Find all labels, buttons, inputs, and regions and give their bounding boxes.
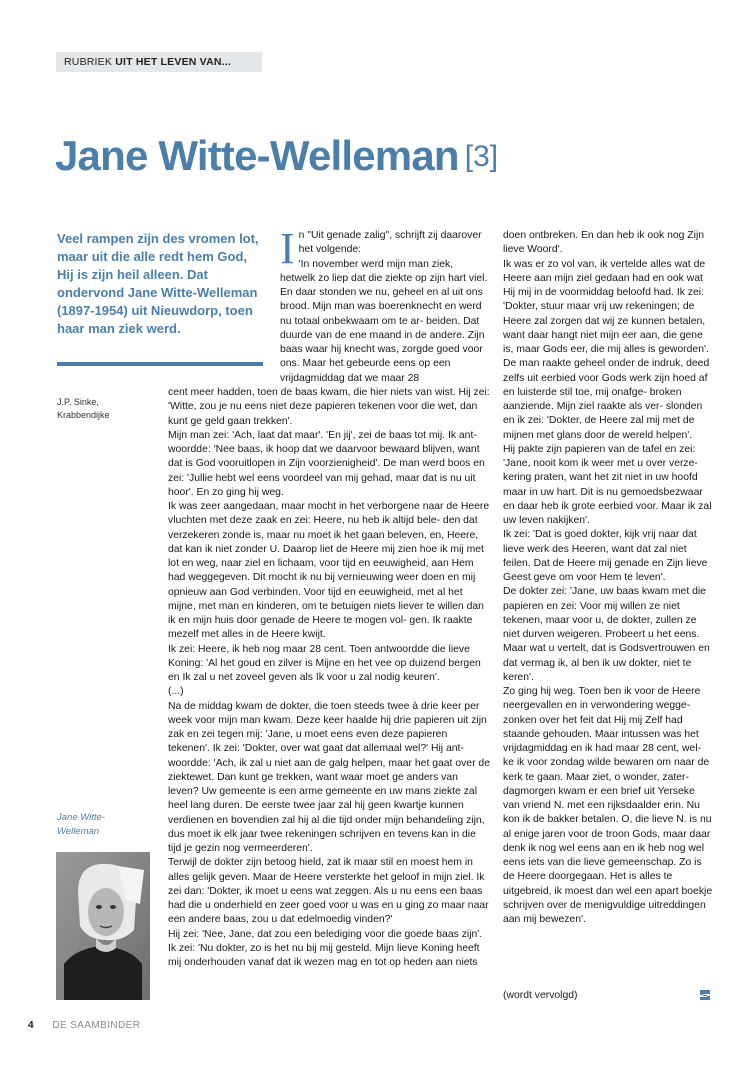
- rubriek-label: RUBRIEK UIT HET LEVEN VAN...: [56, 52, 262, 72]
- article-title: Jane Witte-Welleman [3]: [55, 132, 499, 179]
- portrait-photo: [56, 852, 150, 1000]
- intro-divider: [57, 362, 263, 366]
- text-column-2: cent meer hadden, toen de baas kwam, die hier niets van wist. Hij zei: 'Witte, zou je nu eens niet deze papieren tekenen voor die wet, dan kunt ge geld gaan trekken'. Mijn man zei: 'Ach, laat dat maar'. 'En jij', zei de baas tot mij. Ik ant- woordde: 'Nee baas, ik hoop dat we daarvoor bewaard blijven, want dat is God vooruitlopen in Zijn voorzienigheid'. De man werd boos en zei: 'Jullie hebt wel eens voordeel van mij gehad, maar dat is nu uit hoor'. En zo ging hij weg. Ik was zeer aangedaan, maar mocht in het verborgene naar de Heere vluchten met deze zaak en zei: Heere, nu heb ik altijd bele- den dat verzekeren zonde is, maar nu moet ik het gaan beleven, en, Heere, dat kan ik niet zonder U. Daarop liet de Heere mij zien hoe ik mij met lot en weg, naar ziel en lichaam, voor tijd en eeuwigheid, aan Hem had weggegeven. Dit mocht ik nu bij vernieuwing weer doen en mij opnieuw aan God verbinden. Voor tijd en eeuwigheid, met al het mijne, met man en kinderen, om te betuigen niets liever te willen dan ik en mijn huis door genade de Heere te mogen vol- gen. Ik raakte mezelf met alles in de Heere kwijt. Ik zei: Heere, ik heb nog maar 28 cent. Toen antwoordde die lieve Koning: 'Al het goud en zilver is Mijne en het vee op duizend bergen en Ik zal u net zoveel geven als Ik voor u zal nodig keuren'. (...) Na de middag kwam de dokter, die toen steeds twee à drie keer per week voor mijn man kwam. Deze keer haalde hij drie papieren uit zijn zak en zei tegen mij: 'Jane, u moet eens even deze papieren tekenen'. Ik zei: 'Dokter, over wat gaat dat allemaal wel?' Hij ant- woordde: 'Ach, ik zal u niet aan de galg helpen, maar het gaat over de ziektewet. Dan kunt ge trekken, want waar moet ge anders van leven? Uw gemeente is een arme gemeente en uw mans ziekte zal heel lang duren. De eerste twee jaar zal hij geen kwartje kunnen verdienen en bovendien zal hij al die tijd onder mijn behandeling zijn, dus moet ik elk jaar twee rekeningen schrijven en tevens kan in die tijd je gezin nog vermeerderen'. Terwijl de dokter zijn betoog hield, zat ik maar stil en moest hem in alles gelijk geven. Maar de Heere versterkte het geloof in mijn ziel. Ik zei dan: 'Dokter, ik moet u eens wat zeggen. Als u nu eens een baas had die u onderhield en zeer goed voor u was en u ging zo maar naar een andere baas, zou u dat edelmoedig vinden?' Hij zei: 'Nee, Jane, dat zou een belediging voor die goede baas zijn'. Ik zei: 'Nu dokter, zo is het nu bij mij gesteld. Mijn lieve Koning heeft mij onderhouden vanaf dat ik wezen mag en tot op heden aan niets: [168, 387, 490, 968]
- intro-text: Veel rampen zijn des vromen lot, maar uit die alle redt hem God, Hij is zijn heil alleen. Dat ondervond Jane Witte-Welleman (1897-1954) uit Nieuwdorp, toen haar man ziek werd.: [57, 231, 259, 336]
- text-column-3: doen ontbreken. En dan heb ik ook nog Zijn lieve Woord'. Ik was er zo vol van, ik vertelde alles wat de Heere aan mijn ziel gedaan had en ook wat Hij mij in de voormiddag beloofd had. Ik zei: 'Dokter, stuur maar vrij uw rekeningen; de Heere zal zorgen dat wij ze kunnen betalen, want daar hangt niet mijn eer aan, die gene is, maar Gods eer, die mij alles is geworden'. De man raakte geheel onder de indruk, deed zelfs uit eerbied voor Gods werk zijn hoed af en luisterde stil toe, mij onafge- broken aanziende. Mijn ziel raakte als ver- slonden en ik zei: 'Dokter, de Heere zal mij met de mijnen met glans door de wereld helpen'. Hij pakte zijn papieren van de tafel en zei: 'Jane, nooit kom ik weer met u over verze- kering praten, want het zit niet in uw hoofd maar in uw hart. Dit is nu gemoedsbezwaar en daar heb ik grote eerbied voor. Maar ik zal uw leven nakijken'. Ik zei: 'Dat is goed dokter, kijk vrij naar dat lieve werk des Heeren, want dat zal niet feilen. Dat de Heere mij genade en Zijn lieve Geest geve om voor Hem te leven'. De dokter zei: 'Jane, uw baas kwam met die papieren en zei: Voor mij willen ze niet tekenen, maar voor u, de dokter, zullen ze niet durven weigeren. Probeert u het eens. Maar wat u vertelt, dat is Godsvertrouwen en dat vermag ik, al ben ik uw dokter, niet te keren'. Zo ging hij weg. Toen ben ik voor de Heere neergevallen en in verwondering wegge- zonken over het feit dat Hij mij Zelf had staande gehouden. Maar intussen was het vrijdagmiddag en ik had maar 28 cent, wel- ke ik voor zondag wilde bewaren om naar de kerk te gaan. Maar ziet, o wonder, zater- dagmorgen kwam er een brief uit Yerseke van vriend N. met een rijksdaalder erin. Nu kon ik de bakker betalen. O, die lieve N. is nu al enige jaren voor de troon Gods, maar daar denk ik nog wel eens aan en ik heb nog wel eens iets van die lieve gemeenschap. Zo is de Heere doorgegaan. Het is alles te uitgebreid, ik moest dan wel een apart boekje schrijven over de menigvuldige uitreddingen aan mij bewezen'.: [503, 230, 713, 925]
- end-mark-icon: [698, 988, 712, 1002]
- continued-note: (wordt vervolgd): [503, 990, 578, 1001]
- photo-caption: Jane Witte- Welleman: [57, 812, 105, 837]
- author-name: J.P. Sinke,: [57, 397, 99, 407]
- portrait-image: [56, 852, 150, 1000]
- author-place: Krabbendijke: [57, 410, 110, 420]
- page-number: 4: [28, 1020, 34, 1031]
- author-credit: [57, 396, 157, 422]
- magazine-name: DE SAAMBINDER: [52, 1020, 141, 1031]
- part-number: [3]: [464, 140, 499, 173]
- text-column-1: I n "Uit genade zalig", schrijft zij daarover het volgende: 'In november werd mijn man ziek, hetwelk zo liep dat die ziekte op zijn hart viel. En daar stonden we nu, geheel en al uit ons brood. Mijn man was boerenknecht en werd nu totaal onbekwaam om te ar- beiden. Dat duurde van de ene maand in de andere. Zijn baas waar hij knecht was, zorgde goed voor ons. Maar het gebeurde eens op een vrijdagmiddag dat we maar 28: [280, 224, 488, 384]
- drop-cap: I: [280, 224, 295, 273]
- page-footer: [28, 1020, 140, 1031]
